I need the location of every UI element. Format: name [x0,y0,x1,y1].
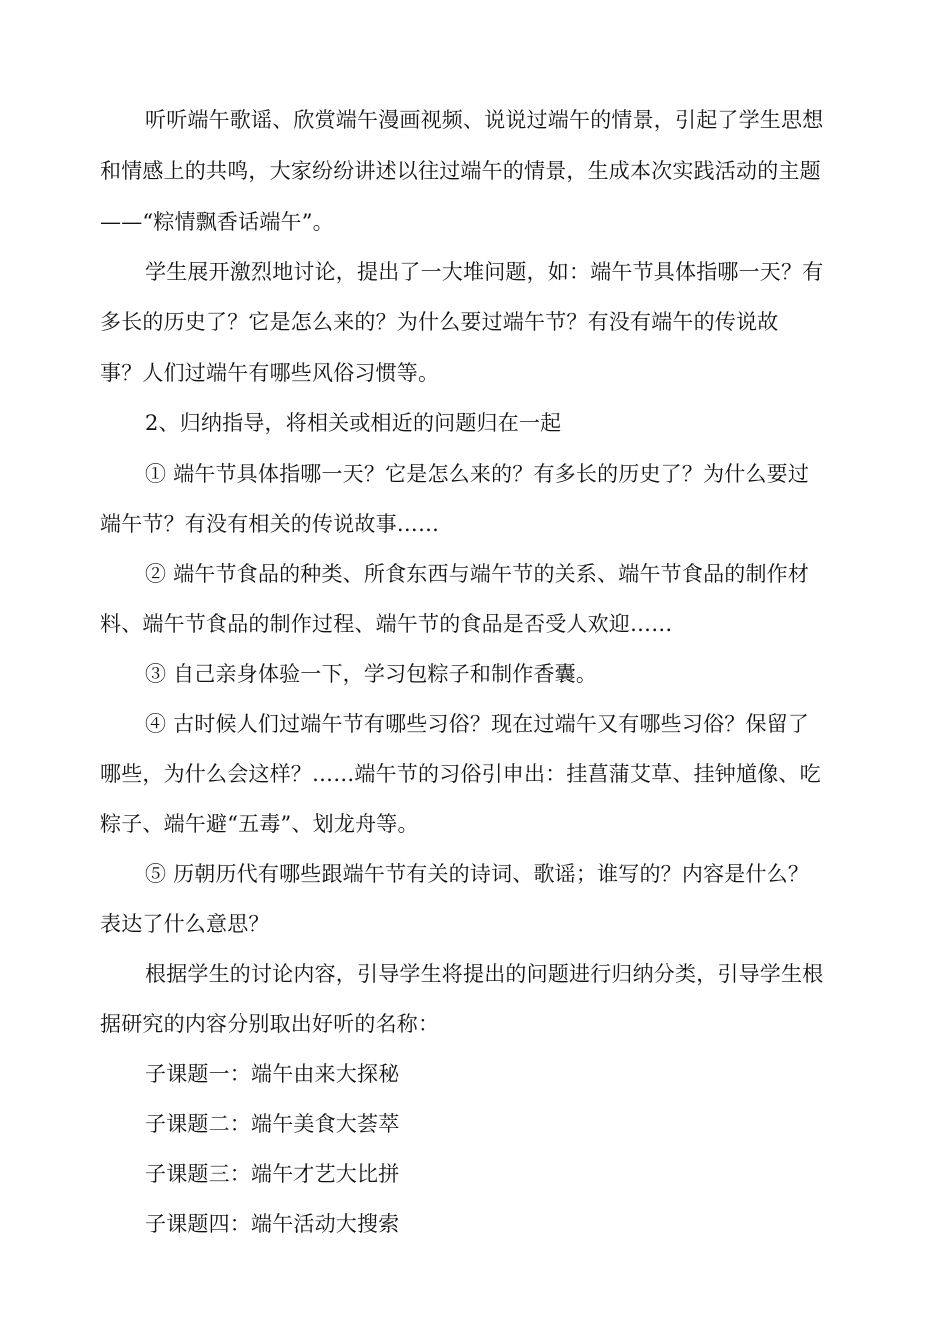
list-item-line: ① 端午节具体指哪一天？它是怎么来的？有多长的历史了？为什么要过 [145,462,810,486]
subtopic-line: 子课题二：端午美食大荟萃 [145,1112,400,1136]
list-item-line: 端午节？有没有相关的传说故事…… [100,512,440,536]
subtopic-line: 子课题三：端午才艺大比拼 [145,1162,400,1186]
list-item-line: ③ 自己亲身体验一下，学习包粽子和制作香囊。 [145,662,598,686]
paragraph-line: 听听端午歌谣、欣赏端午漫画视频、说说过端午的情景，引起了学生思想 [145,108,824,132]
list-item-line: 粽子、端午避“五毒”、划龙舟等。 [100,812,419,836]
section-heading: 2、归纳指导，将相关或相近的问题归在一起 [145,411,562,435]
list-item-line: 哪些，为什么会这样？……端午节的习俗引申出：挂菖蒲艾草、挂钟馗像、吃 [100,762,821,786]
paragraph-line: 据研究的内容分别取出好听的名称： [100,1012,440,1036]
paragraph-line: 事？人们过端午有哪些风俗习惯等。 [100,361,440,385]
paragraph-line: 和情感上的共鸣，大家纷纷讲述以往过端午的情景，生成本次实践活动的主题 [100,159,821,183]
list-item-line: 料、端午节食品的制作过程、端午节的食品是否受人欢迎…… [100,612,673,636]
paragraph-line: 多长的历史了？它是怎么来的？为什么要过端午节？有没有端午的传说故 [100,310,779,334]
list-item-line: ⑤ 历朝历代有哪些跟端午节有关的诗词、歌谣；谁写的？内容是什么？ [145,862,810,886]
subtopic-line: 子课题一：端午由来大探秘 [145,1062,400,1086]
paragraph-line: ——“粽情飘香话端午”。 [100,210,334,234]
subtopic-line: 子课题四：端午活动大搜索 [145,1212,400,1236]
paragraph-line: 根据学生的讨论内容，引导学生将提出的问题进行归纳分类，引导学生根 [145,962,824,986]
list-item-line: 表达了什么意思？ [100,912,270,936]
list-item-line: ④ 古时候人们过端午节有哪些习俗？现在过端午又有哪些习俗？保留了 [145,712,810,736]
paragraph-line: 学生展开激烈地讨论，提出了一大堆问题，如：端午节具体指哪一天？有 [145,260,824,284]
list-item-line: ② 端午节食品的种类、所食东西与端午节的关系、端午节食品的制作材 [145,562,810,586]
